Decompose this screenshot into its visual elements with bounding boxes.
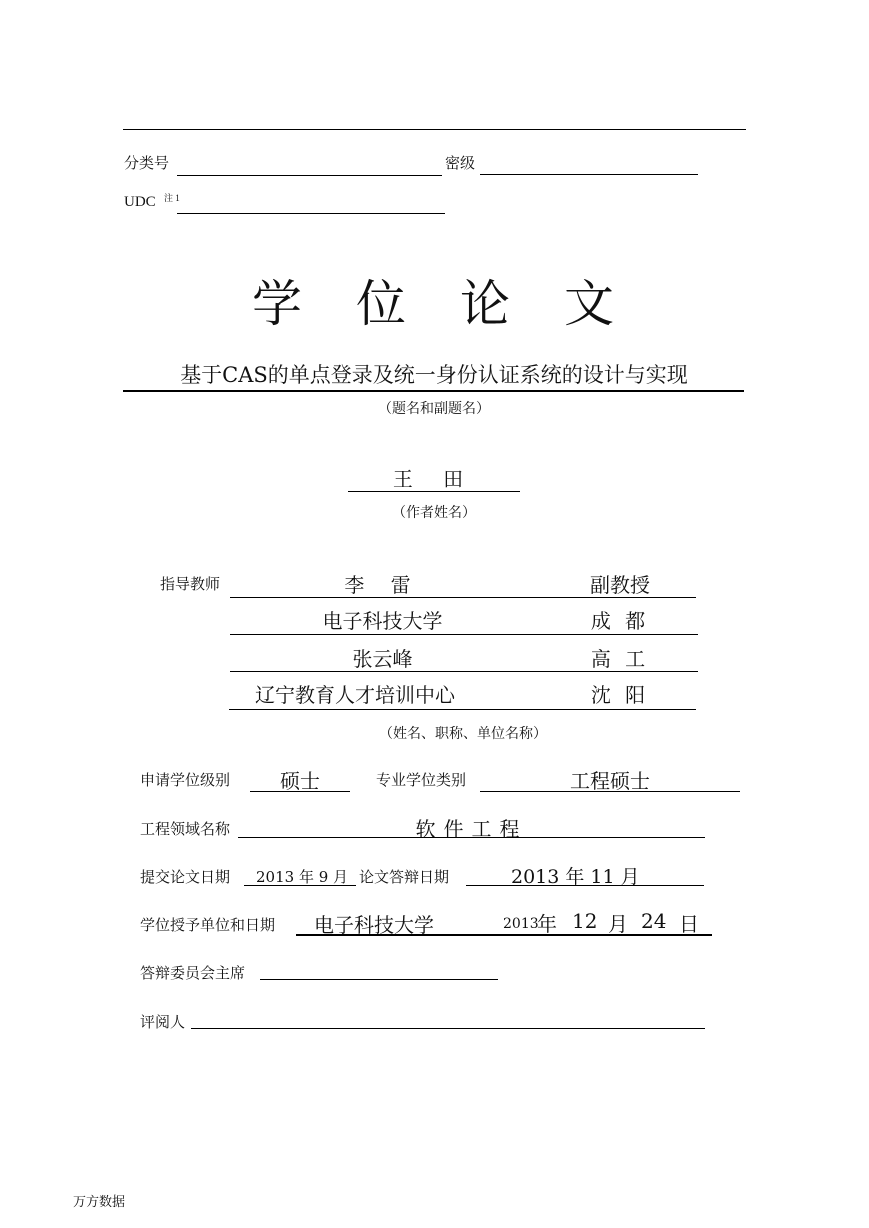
- grant-label: 学位授予单位和日期: [140, 916, 276, 934]
- co-advisor-title: 高 工: [590, 647, 650, 671]
- degree-level-label: 申请学位级别: [140, 771, 231, 789]
- defense-date-line: [466, 885, 704, 886]
- grant-month: 12: [572, 909, 598, 933]
- udc-note: 注 1: [164, 193, 180, 203]
- advisor-city: 成 都: [590, 609, 650, 633]
- top-rule: [123, 129, 746, 130]
- grant-day: 24: [641, 909, 667, 933]
- advisor-name: 李 雷: [344, 573, 421, 597]
- thesis-title-line: [123, 390, 744, 392]
- advisor-title: 副教授: [590, 573, 650, 597]
- advisor-row-line: [229, 709, 696, 710]
- advisor-note: （姓名、职称、单位名称）: [379, 726, 547, 742]
- reviewer-line: [191, 1028, 705, 1029]
- advisor-unit: 电子科技大学: [322, 609, 443, 633]
- submit-date-label: 提交论文日期: [140, 868, 231, 886]
- advisor-row-line: [230, 597, 696, 598]
- reviewer-label: 评阅人: [140, 1013, 186, 1031]
- watermark: 万方数据: [73, 1195, 126, 1210]
- co-advisor-city: 沈 阳: [590, 683, 650, 707]
- grant-day-char: 日: [679, 912, 699, 936]
- defense-date-value: 2013 年 11 月: [511, 866, 640, 888]
- chair-line: [260, 979, 498, 980]
- grant-year-char: 年: [537, 912, 557, 936]
- co-advisor-name: 张云峰: [352, 647, 413, 671]
- main-title: 学位论文: [252, 275, 668, 333]
- secrecy-line: [480, 174, 698, 175]
- grant-line: [296, 934, 712, 936]
- grant-unit: 电子科技大学: [314, 913, 434, 937]
- advisor-row-line: [230, 634, 698, 635]
- thesis-title: 基于CAS的单点登录及统一身份认证系统的设计与实现: [180, 363, 688, 387]
- grant-month-char: 月: [608, 912, 628, 936]
- author-line: [348, 491, 520, 492]
- degree-type-value: 工程硕士: [570, 769, 650, 793]
- advisor-label: 指导教师: [160, 575, 221, 593]
- degree-level-value: 硕士: [280, 769, 320, 793]
- advisor-row-line: [230, 671, 698, 672]
- field-line: [238, 837, 705, 838]
- co-advisor-unit: 辽宁教育人才培训中心: [255, 683, 455, 707]
- author-note: （作者姓名）: [392, 505, 476, 521]
- field-label: 工程领域名称: [140, 820, 231, 838]
- class-no-line: [177, 175, 442, 176]
- degree-level-line: [250, 791, 350, 792]
- udc-label: UDC: [124, 194, 156, 210]
- thesis-title-note: （题名和副题名）: [378, 401, 490, 417]
- class-no-label: 分类号: [124, 154, 170, 172]
- submit-date-line: [244, 885, 356, 886]
- secrecy-label: 密级: [445, 154, 476, 172]
- degree-type-line: [480, 791, 740, 792]
- author-name: 王 田: [392, 467, 476, 491]
- grant-year: 2013: [503, 916, 539, 932]
- field-value: 软件工程: [415, 817, 528, 841]
- degree-type-label: 专业学位类别: [376, 771, 467, 789]
- chair-label: 答辩委员会主席: [140, 964, 246, 982]
- defense-date-label: 论文答辩日期: [359, 868, 450, 886]
- udc-line: [177, 213, 445, 214]
- submit-date-value: 2013 年 9 月: [256, 868, 349, 886]
